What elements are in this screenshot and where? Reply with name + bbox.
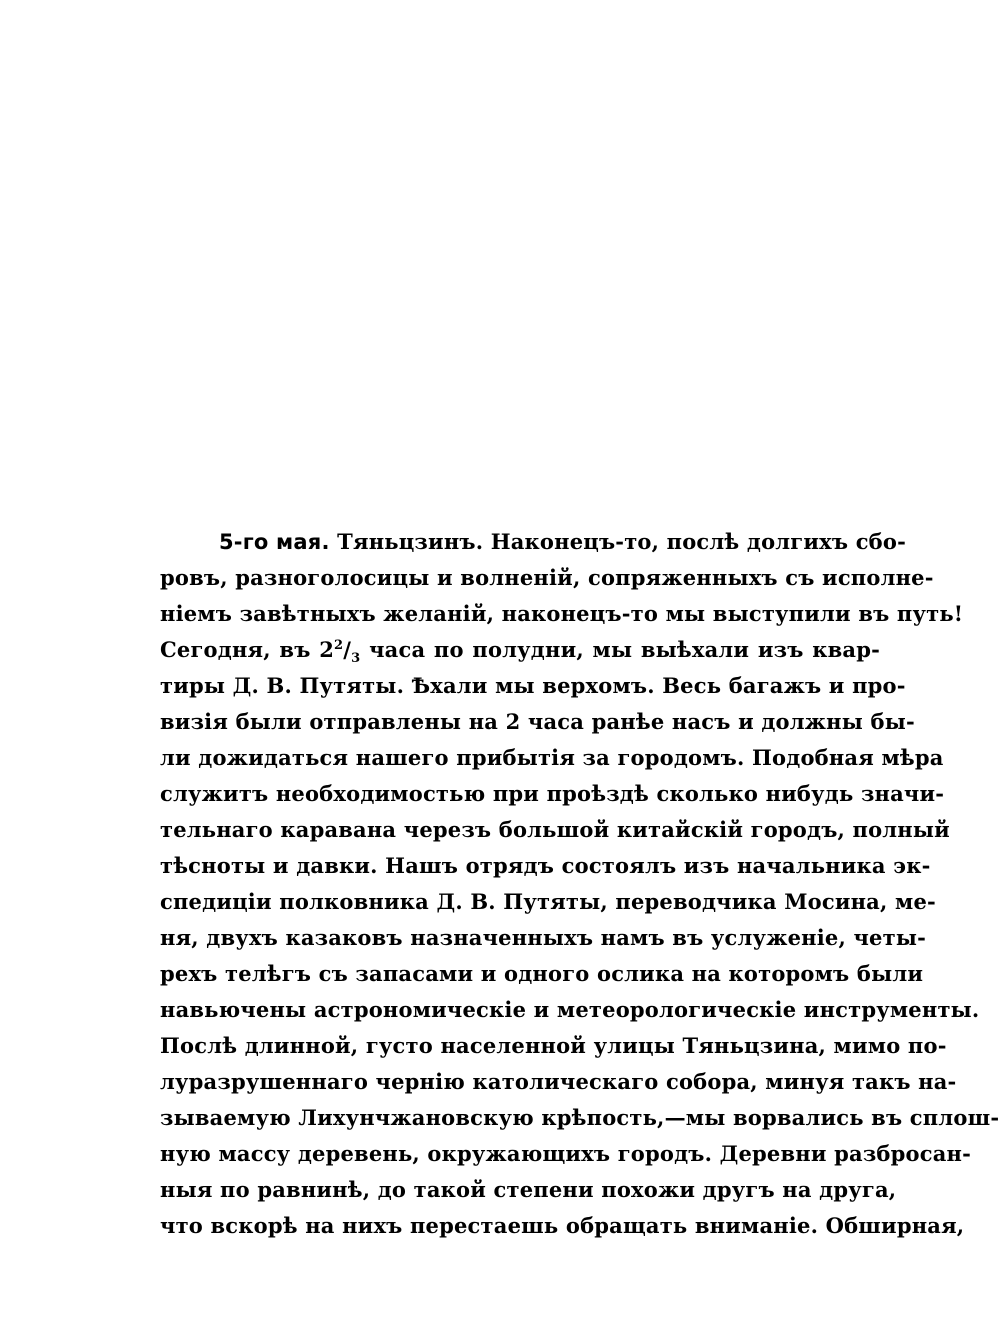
text-line-14: навьючены астрономическіе и метеорологическіе инструменты. xyxy=(160,997,980,1022)
text-line-2: ровъ, разноголосицы и волненій, сопряженныхъ съ исполне- xyxy=(160,565,934,590)
line-1-text: Тяньцзинъ. Наконецъ-то, послѣ долгихъ сбо- xyxy=(337,529,907,554)
text-line-18: ную массу деревень, окружающихъ городъ. Деревни разбросан- xyxy=(160,1141,972,1166)
text-line-7: ли дожидаться нашего прибытія за городомъ. Подобная мѣра xyxy=(160,745,944,770)
text-line-20: что вскорѣ на нихъ перестаешь обращать вниманіе. Обширная, xyxy=(160,1213,965,1238)
line-4-start: Сегодня, въ xyxy=(160,637,311,662)
line-4-end: часа по полудни, мы выѣхали изъ квар- xyxy=(369,637,881,662)
text-line-5: тиры Д. В. Путяты. Ѣхали мы верхомъ. Весь багажъ и про- xyxy=(160,673,906,698)
date-heading: 5-го мая. xyxy=(219,530,330,554)
text-line-8: служитъ необходимостью при проѣздѣ сколько нибудь значи- xyxy=(160,781,945,806)
text-line-6: визія были отправлены на 2 часа ранѣе насъ и должны бы- xyxy=(160,709,915,734)
text-line-16: луразрушеннаго чернію католическаго собора, минуя такъ на- xyxy=(160,1069,957,1094)
body-paragraph xyxy=(160,524,1000,1244)
text-line-13: рехъ телѣгъ съ запасами и одного ослика на которомъ были xyxy=(160,961,924,986)
text-line-3: ніемъ завѣтныхъ желаній, наконецъ-то мы выступили въ путь! xyxy=(160,601,964,626)
time-fraction: $2^2/_3$ xyxy=(319,637,361,666)
text-line-4 xyxy=(160,632,880,668)
text-line-12: ня, двухъ казаковъ назначенныхъ намъ въ услуженіе, четы- xyxy=(160,925,927,950)
text-line-1 xyxy=(160,524,907,560)
text-line-9: тельнаго каравана черезъ большой китайскій городъ, полный xyxy=(160,817,950,842)
text-line-10: тѣсноты и давки. Нашъ отрядъ состоялъ изъ начальника эк- xyxy=(160,853,931,878)
text-line-19: ныя по равнинѣ, до такой степени похожи другъ на друга, xyxy=(160,1177,897,1202)
text-line-11: спедиціи полковника Д. В. Путяты, переводчика Мосина, ме- xyxy=(160,889,936,914)
text-line-17: зываемую Лихунчжановскую крѣпость,—мы ворвались въ сплош- xyxy=(160,1105,1000,1130)
text-line-15: Послѣ длинной, густо населенной улицы Тяньцзина, мимо по- xyxy=(160,1033,947,1058)
